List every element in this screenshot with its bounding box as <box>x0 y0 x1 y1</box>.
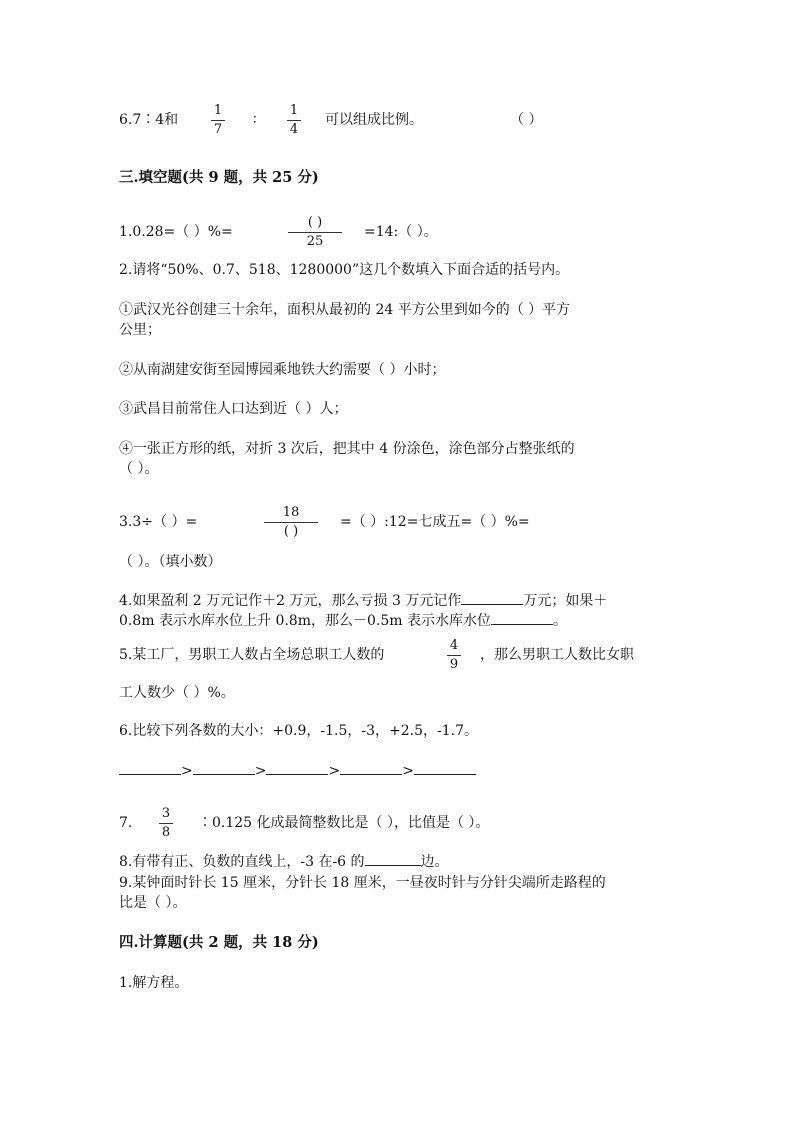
answer-blank[interactable] <box>340 760 402 775</box>
fraction-numerator: 1 <box>213 103 223 118</box>
fraction-bar <box>264 522 318 523</box>
f7-fraction <box>159 806 173 841</box>
f4-line2-b: 。 <box>552 613 567 629</box>
f5-right: ，那么男职工人数比女职 <box>480 647 634 663</box>
greater-than-sign: > <box>402 763 414 779</box>
f9-line1: 9.某钟面时针长 15 厘米，分针长 18 厘米，一昼夜时针与分针尖端所走路程的 <box>119 875 606 891</box>
greater-than-sign: > <box>328 763 341 779</box>
f3-fraction <box>264 505 318 540</box>
answer-blank[interactable] <box>193 760 255 775</box>
fraction-denominator: 7 <box>213 122 223 137</box>
q6-colon: ∶ <box>253 112 257 128</box>
f2-intro: 2.请将“50%、0.7、518、1280000”这几个数填入下面合适的括号内。 <box>119 262 570 278</box>
q6-fraction-1 <box>211 103 225 138</box>
q6-suffix: 可以组成比例。 <box>325 112 423 128</box>
f7-left: 7. <box>119 815 133 831</box>
f4-line2 <box>119 610 567 631</box>
f9-line2: 比是（ ）。 <box>119 895 187 911</box>
fraction-numerator: 3 <box>161 806 171 821</box>
f8-line <box>119 851 449 872</box>
f4-line1 <box>119 590 607 611</box>
answer-blank[interactable] <box>491 610 553 625</box>
f6-compare-row <box>119 760 476 781</box>
f7-right: ∶0.125 化成最简整数比是（ ），比值是（ ）。 <box>198 815 490 831</box>
f3-left: 3.3÷（ ）= <box>119 514 198 530</box>
f1-right: =14:（ ）。 <box>364 224 438 240</box>
greater-than-sign: > <box>181 763 193 779</box>
fraction-denominator: 25 <box>306 234 324 249</box>
fraction-denominator: 4 <box>289 122 299 137</box>
fraction-bar <box>447 655 461 656</box>
f8-a: 8.有带有正、负数的直线上，-3 在-6 的 <box>119 854 365 870</box>
f3-right: =（ ）:12=七成五=（ ）%= <box>340 514 530 530</box>
f2-item-d-line2: （ ）。 <box>119 461 159 477</box>
f6-text: 6.比较下列各数的大小：+0.9，-1.5，-3，+2.5，-1.7。 <box>119 723 478 739</box>
f2-item-c: ③武昌目前常住人口达到近（ ）人； <box>119 401 348 417</box>
fraction-numerator: 1 <box>289 103 299 118</box>
f3-line2: （ ）。（填小数） <box>119 554 222 570</box>
fraction-denominator: 8 <box>161 825 171 840</box>
answer-blank[interactable] <box>461 590 523 605</box>
answer-blank[interactable] <box>119 760 181 775</box>
answer-blank[interactable] <box>266 760 328 775</box>
f8-b: 边。 <box>420 854 449 870</box>
greater-than-sign: > <box>254 763 267 779</box>
f1-fraction <box>288 215 342 250</box>
f2-item-a-line2: 公里； <box>119 322 161 338</box>
fraction-bar <box>159 823 173 824</box>
f5-left: 5.某工厂，男职工人数占全场总职工人数的 <box>119 647 385 663</box>
f5-fraction <box>447 638 461 673</box>
f4-line1-b: 万元；如果＋ <box>523 593 608 609</box>
fraction-bar <box>211 120 225 121</box>
answer-blank[interactable] <box>414 760 476 775</box>
f2-item-b: ②从南湖建安街至园博园乘地铁大约需要（ ）小时； <box>119 362 446 378</box>
f4-line1-a: 4.如果盈利 2 万元记作＋2 万元，那么亏损 3 万元记作 <box>119 593 462 609</box>
answer-blank[interactable] <box>365 851 421 866</box>
fraction-denominator: ( ) <box>283 524 299 539</box>
fraction-numerator: 18 <box>282 505 300 520</box>
fraction-numerator: ( ) <box>307 215 323 230</box>
fraction-bar <box>287 120 301 121</box>
fraction-denominator: 9 <box>449 657 459 672</box>
f2-item-a-line1: ①武汉光谷创建三十余年，面积从最初的 24 平方公里到如今的（ ）平方 <box>119 302 571 318</box>
q6-answer-paren: （ ） <box>510 112 543 128</box>
fraction-numerator: 4 <box>449 638 459 653</box>
f4-line2-a: 0.8m 表示水库水位上升 0.8m，那么－0.5m 表示水库水位 <box>119 613 491 629</box>
f1-left: 1.0.28=（ ）%= <box>119 224 233 240</box>
f5-line2: 工人数少（ ）%。 <box>119 685 235 701</box>
q6-fraction-2 <box>287 103 301 138</box>
fraction-bar <box>288 232 342 233</box>
section-4-heading: 四.计算题(共 2 题，共 18 分) <box>119 934 319 951</box>
f2-item-d-line1: ④一张正方形的纸，对折 3 次后，把其中 4 份涂色，涂色部分占整张纸的 <box>119 441 575 457</box>
c1-text: 1.解方程。 <box>119 975 189 991</box>
q6-prefix: 6.7∶4和 <box>119 112 179 128</box>
section-3-heading: 三.填空题(共 9 题，共 25 分) <box>119 169 319 186</box>
